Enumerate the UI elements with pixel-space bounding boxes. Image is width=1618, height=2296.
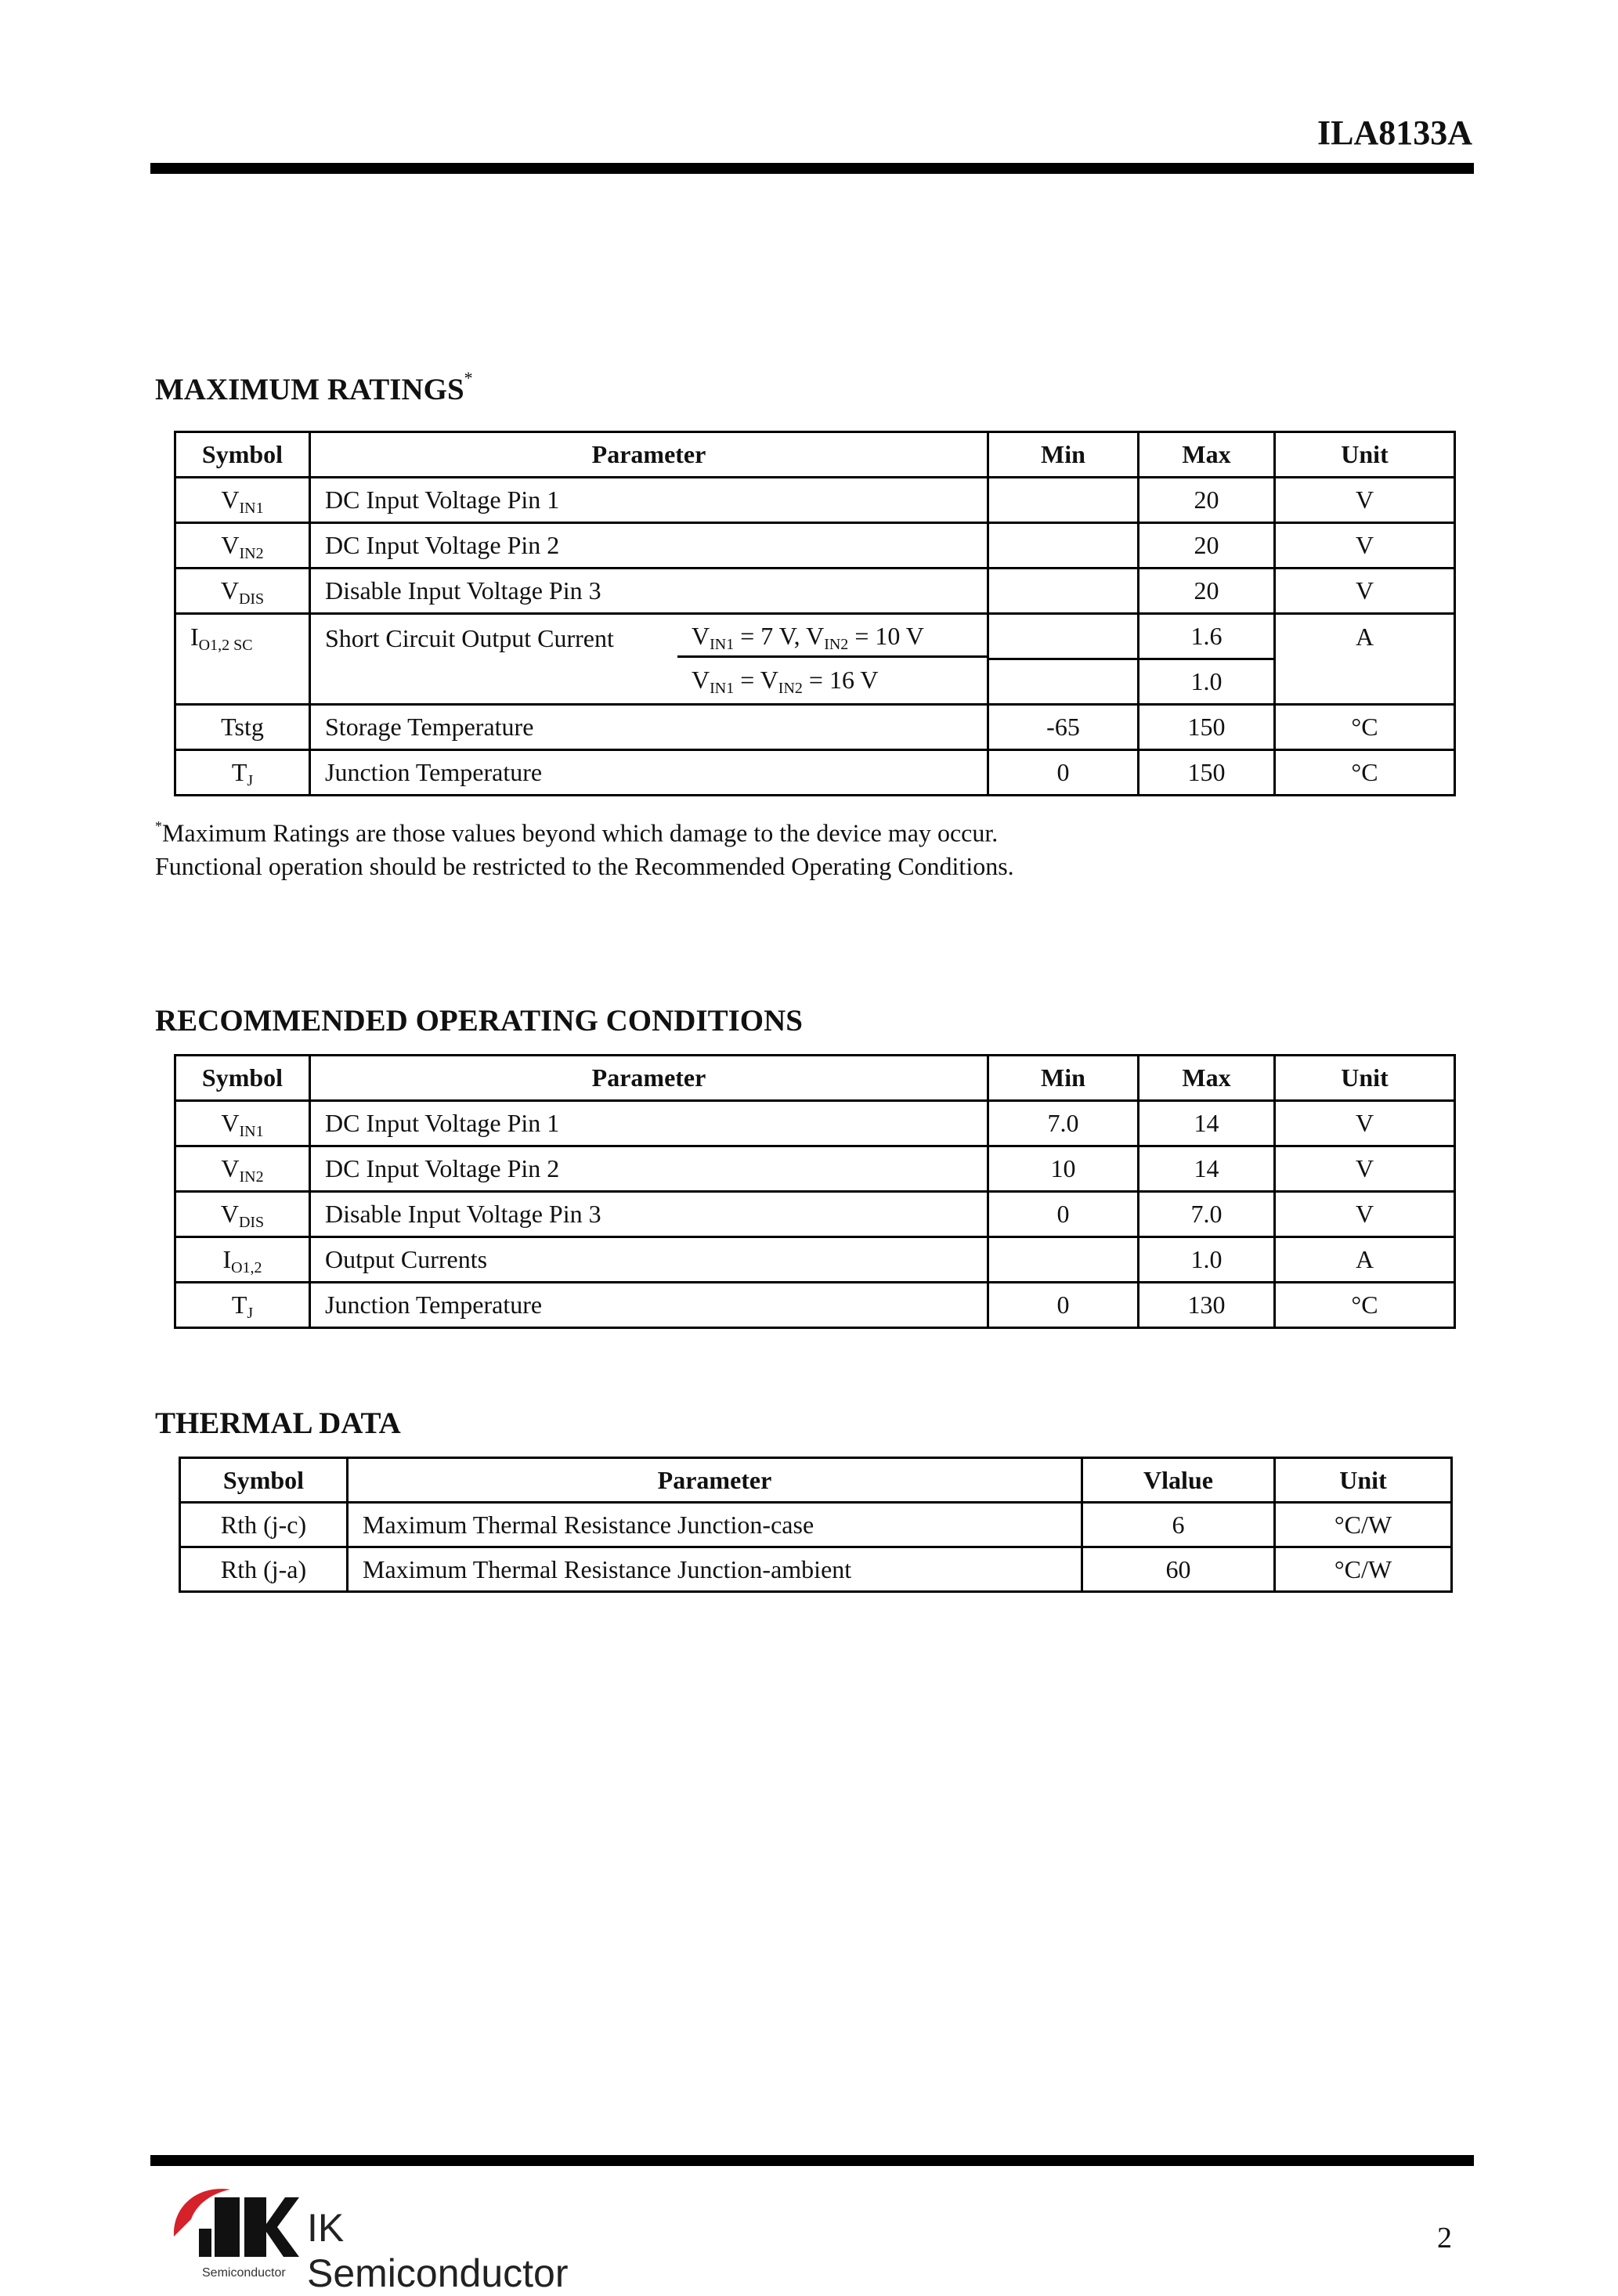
table-row: [175, 1101, 1455, 1146]
table-row: [180, 1547, 1452, 1592]
max-cell: 14: [1139, 1101, 1275, 1146]
unit-cell: °C: [1275, 705, 1455, 750]
min-cell: [988, 659, 1139, 705]
parameter-cell: Maximum Thermal Resistance Junction-case: [348, 1503, 1082, 1547]
column-header: Unit: [1275, 432, 1455, 478]
symbol-cell: Rth (j-a): [180, 1547, 348, 1592]
footnote-line-2: Functional operation should be restricted to the Recommended Operating Conditions.: [155, 851, 1014, 880]
symbol-cell: $V_{IN2}$: [175, 1146, 310, 1192]
unit-cell: A: [1275, 614, 1455, 705]
min-cell: -65: [988, 705, 1139, 750]
symbol-cell: $T_J$: [175, 1283, 310, 1328]
max-cell: 20: [1139, 569, 1275, 614]
value-cell: 60: [1082, 1547, 1275, 1592]
table-header-row: [175, 432, 1455, 478]
max-cell: 1.0: [1139, 1237, 1275, 1283]
column-header: Min: [988, 1056, 1139, 1101]
unit-cell: V: [1275, 1101, 1455, 1146]
parameter-cell: DC Input Voltage Pin 1: [310, 478, 988, 523]
parameter-cell: Maximum Thermal Resistance Junction-ambient: [348, 1547, 1082, 1592]
unit-cell: °C/W: [1275, 1547, 1452, 1592]
min-cell: [988, 523, 1139, 569]
parameter-cell: DC Input Voltage Pin 1: [310, 1101, 988, 1146]
parameter-cell: Junction Temperature: [310, 750, 988, 796]
max-cell: 1.0: [1139, 659, 1275, 705]
table-row: [175, 478, 1455, 523]
logo-text: IK Semiconductor: [307, 2206, 569, 2295]
footnote-line-1: Maximum Ratings are those values beyond which damage to the device may occur.: [162, 818, 999, 847]
min-cell: 10: [988, 1146, 1139, 1192]
thermal-table: [179, 1457, 1453, 1593]
min-cell: 0: [988, 1283, 1139, 1328]
unit-cell: V: [1275, 1192, 1455, 1237]
column-header: Unit: [1275, 1458, 1452, 1503]
column-header: Unit: [1275, 1056, 1455, 1101]
column-header: Vlalue: [1082, 1458, 1275, 1503]
column-header: Min: [988, 432, 1139, 478]
footer-rule: [150, 2155, 1474, 2166]
symbol-cell: $V_{DIS}$: [175, 569, 310, 614]
column-header: Symbol: [175, 432, 310, 478]
footnote-asterisk: *: [155, 818, 162, 834]
header-rule: [150, 163, 1474, 174]
unit-cell: °C/W: [1275, 1503, 1452, 1547]
max-cell: 20: [1139, 523, 1275, 569]
symbol-cell: $T_J$: [175, 750, 310, 796]
max-cell: 150: [1139, 750, 1275, 796]
symbol-cell: $V_{IN1}$: [175, 478, 310, 523]
table-header-row: [175, 1056, 1455, 1101]
unit-cell: V: [1275, 523, 1455, 569]
table-row: [175, 750, 1455, 796]
parameter-cell: Storage Temperature: [310, 705, 988, 750]
parameter-cell: Output Currents: [310, 1237, 988, 1283]
min-cell: 0: [988, 1192, 1139, 1237]
max-cell: 130: [1139, 1283, 1275, 1328]
unit-cell: °C: [1275, 750, 1455, 796]
symbol-cell: Tstg: [175, 705, 310, 750]
recommended-table: [174, 1054, 1456, 1329]
max-cell: 1.6: [1139, 614, 1275, 659]
min-cell: 0: [988, 750, 1139, 796]
document-title: ILA8133A: [1316, 114, 1472, 152]
max-ratings-heading: [155, 368, 473, 406]
table-row: [180, 1503, 1452, 1547]
parameter-cell: Disable Input Voltage Pin 3: [310, 569, 988, 614]
condition-2: $V_{IN1} = V_{IN2} = 16$ V: [692, 666, 879, 697]
symbol-cell: $V_{DIS}$: [175, 1192, 310, 1237]
min-cell: [988, 569, 1139, 614]
recommended-heading: RECOMMENDED OPERATING CONDITIONS: [155, 1004, 803, 1038]
table-row: [175, 614, 1455, 659]
symbol-cell: $V_{IN1}$: [175, 1101, 310, 1146]
thermal-heading: THERMAL DATA: [155, 1406, 401, 1440]
max-cell: 20: [1139, 478, 1275, 523]
parameter-cell: DC Input Voltage Pin 2: [310, 1146, 988, 1192]
table-header-row: [180, 1458, 1452, 1503]
parameter-label: Short Circuit Output Current: [325, 624, 614, 652]
symbol-cell: $I_{O1,2}$: [175, 1237, 310, 1283]
company-logo: [168, 2182, 614, 2295]
unit-cell: V: [1275, 478, 1455, 523]
parameter-cell: Junction Temperature: [310, 1283, 988, 1328]
table-row: [175, 1192, 1455, 1237]
table-row: [175, 523, 1455, 569]
column-header: Parameter: [310, 1056, 988, 1101]
symbol-cell: $V_{IN2}$: [175, 523, 310, 569]
logo-subtext: Semiconductor: [202, 2266, 286, 2280]
parameter-cell: Disable Input Voltage Pin 3: [310, 1192, 988, 1237]
max-cell: 14: [1139, 1146, 1275, 1192]
column-header: Symbol: [180, 1458, 348, 1503]
table-row: [175, 1237, 1455, 1283]
column-header: Max: [1139, 1056, 1275, 1101]
parameter-cell: DC Input Voltage Pin 2: [310, 523, 988, 569]
table-row: [175, 569, 1455, 614]
max-ratings-table: [174, 431, 1456, 796]
value-cell: 6: [1082, 1503, 1275, 1547]
max-ratings-footnote: [155, 811, 1014, 883]
table-row: [175, 1146, 1455, 1192]
max-cell: 150: [1139, 705, 1275, 750]
unit-cell: °C: [1275, 1283, 1455, 1328]
table-row: [175, 705, 1455, 750]
ik-logo-icon: [168, 2182, 301, 2268]
column-header: Max: [1139, 432, 1275, 478]
unit-cell: V: [1275, 1146, 1455, 1192]
page-number: 2: [1437, 2222, 1452, 2254]
unit-cell: A: [1275, 1237, 1455, 1283]
min-cell: [988, 614, 1139, 659]
max-ratings-heading-text: MAXIMUM RATINGS: [155, 373, 464, 406]
column-header: Parameter: [348, 1458, 1082, 1503]
unit-cell: V: [1275, 569, 1455, 614]
condition-1: $V_{IN1} = 7$ V, $V_{IN2} = 10$ V: [677, 615, 987, 658]
parameter-cell: [310, 614, 988, 705]
min-cell: 7.0: [988, 1101, 1139, 1146]
min-cell: [988, 1237, 1139, 1283]
column-header: Parameter: [310, 432, 988, 478]
max-cell: 7.0: [1139, 1192, 1275, 1237]
min-cell: [988, 478, 1139, 523]
column-header: Symbol: [175, 1056, 310, 1101]
symbol-cell: $I_{O1,2 SC}$: [175, 614, 310, 705]
table-row: [175, 1283, 1455, 1328]
symbol-cell: Rth (j-c): [180, 1503, 348, 1547]
max-ratings-asterisk: *: [464, 368, 473, 388]
